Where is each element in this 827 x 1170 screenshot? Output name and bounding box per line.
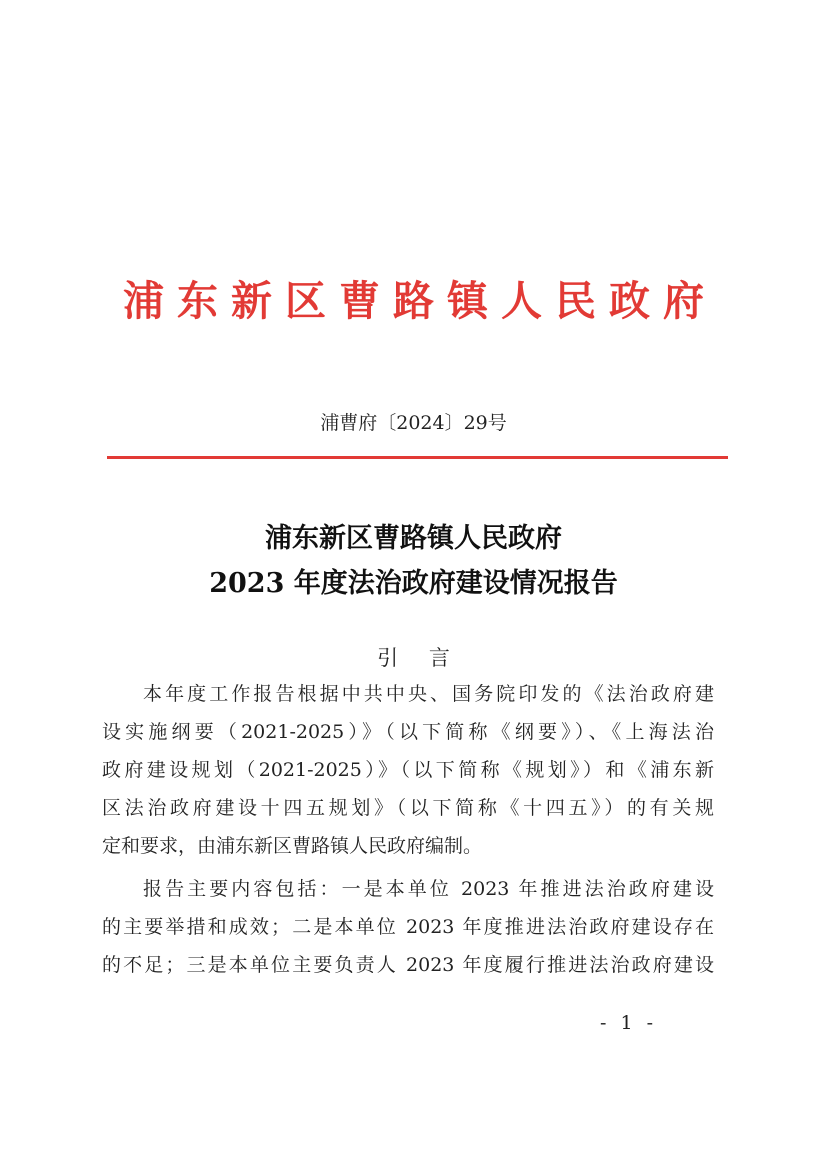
- paragraph-1-line-4: 区法治政府建设十四五规划》（以下简称《十四五》）的有关规: [102, 797, 714, 819]
- paragraph-1-line-1: 本年度工作报告根据中共中央、国务院印发的《法治政府建: [143, 683, 714, 705]
- paragraph-1-line-3: 政府建设规划（2021-2025）》（以下简称《规划》）和《浦东新: [102, 759, 714, 781]
- red-separator-line: [107, 456, 728, 459]
- page-number: - 1 -: [600, 1012, 658, 1034]
- issuer-red-header: 浦东新区曹路镇人民政府: [123, 277, 717, 325]
- paragraph-1-line-5: 定和要求，由浦东新区曹路镇人民政府编制。: [102, 835, 483, 857]
- report-title-line-1: 浦东新区曹路镇人民政府: [265, 523, 562, 554]
- paragraph-2-line-3: 的不足；三是本单位主要负责人 2023 年度履行推进法治政府建设: [102, 954, 714, 976]
- paragraph-2-line-1: 报告主要内容包括：一是本单位 2023 年推进法治政府建设: [143, 878, 714, 900]
- paragraph-1-line-2: 设实施纲要（2021-2025）》（以下简称《纲要》）、《上海法治: [102, 721, 714, 743]
- document-number: 浦曹府〔2024〕29号: [320, 412, 507, 434]
- report-title-line-2: 2023 年度法治政府建设情况报告: [209, 568, 618, 599]
- section-heading-introduction: 引 言: [377, 646, 462, 670]
- paragraph-2-line-2: 的主要举措和成效；二是本单位 2023 年度推进法治政府建设存在: [102, 916, 714, 938]
